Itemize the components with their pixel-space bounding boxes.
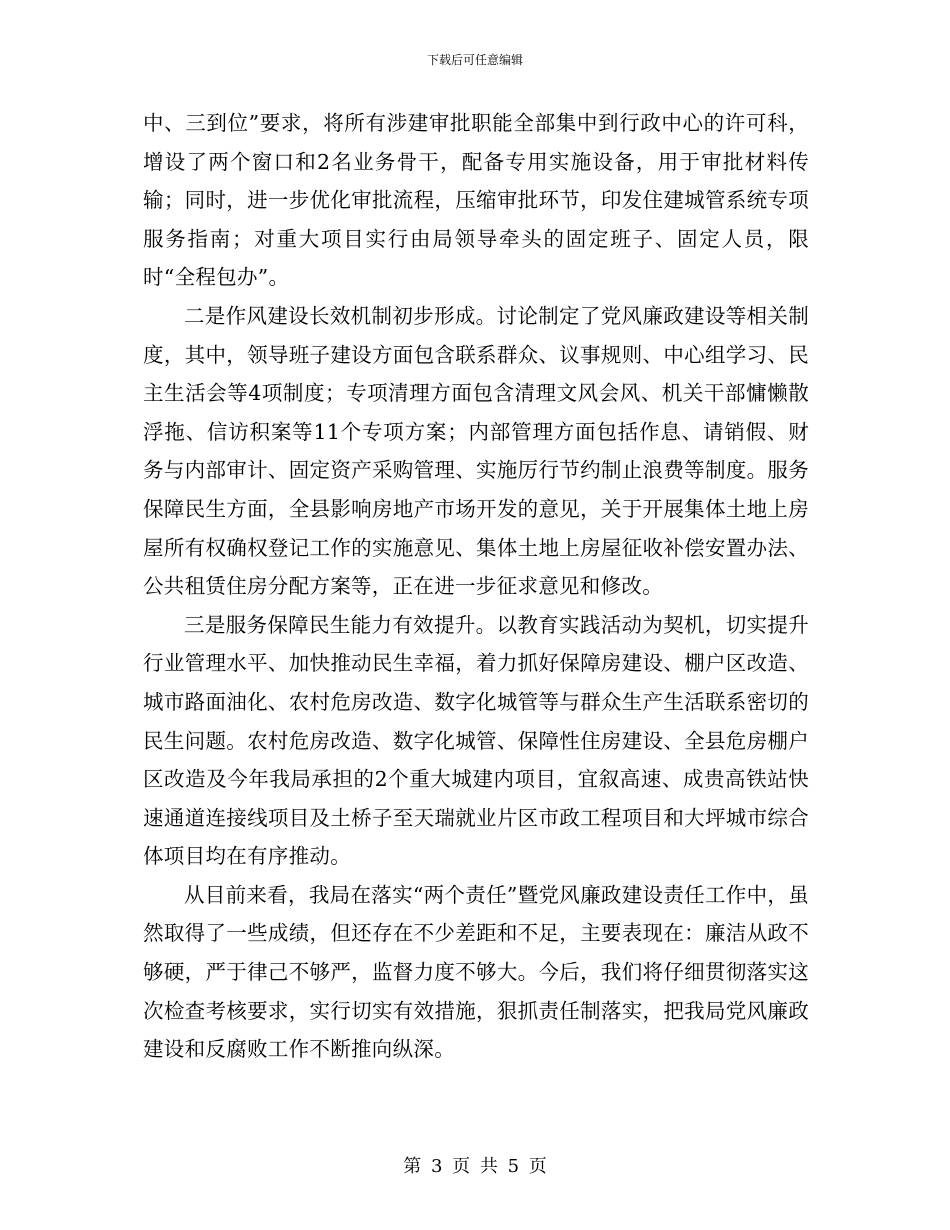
paragraph-work-style: 二是作风建设长效机制初步形成。讨论制定了党风廉政建设等相关制度，其中，领导班子建设方面包含联系群众、议事规则、中心组学习、民主生活会等4项制度；专项清理方面包含清理文风会风、机关干部慵懒散浮拖、信访积案等11个专项方案；内部管理方面包括作息、请销假、财务与内部审计、固定资产采购管理、实施厉行节约制止浪费等制度。服务保障民生方面，全县影响房地产市场开发的意见，关于开展集体土地上房屋所有权确权登记工作的实施意见、集体土地上房屋征收补偿安置办法、公共租赁住房分配方案等，正在进一步征求意见和修改。 [143,303,809,599]
paragraph-continuation: 中、三到位”要求，将所有涉建审批职能全部集中到行政中心的许可科，增设了两个窗口和2名业务骨干，配备专用实施设备，用于审批材料传输；同时，进一步优化审批流程，压缩审批环节，印发住建城管系统专项服务指南；对重大项目实行由局领导牵头的固定班子、固定人员，限时“全程包办”。 [143,111,809,290]
page-header: 下载后可任意编辑 [426,53,523,67]
paragraph-conclusion: 从目前来看，我局在落实“两个责任”暨党风廉政建设责任工作中，虽然取得了一些成绩，但还存在不少差距和不足，主要表现在：廉洁从政不够硬，严于律己不够严，监督力度不够大。今后，我们将仔细贯彻落实这次检查考核要求，实行切实有效措施，狠抓责任制落实，把我局党风廉政建设和反腐败工作不断推向纵深。 [143,882,809,1062]
paragraph-livelihood: 三是服务保障民生能力有效提升。以教育实践活动为契机，切实提升行业管理水平、加快推动民生幸福，着力抓好保障房建设、棚户区改造、城市路面油化、农村危房改造、数字化城管等与群众生产生活联系密切的民生问题。农村危房改造、数字化城管、保障性住房建设、全县危房棚户区改造及今年我局承担的2个重大城建内项目，宜叙高速、成贵高铁站快速通道连接线项目及土桥子至天瑞就业片区市政工程项目和大坪城市综合体项目均在有序推动。 [143,612,809,869]
document-body [143,104,809,1069]
page-number-footer: 第 3 页 共 5 页 [403,1156,547,1177]
